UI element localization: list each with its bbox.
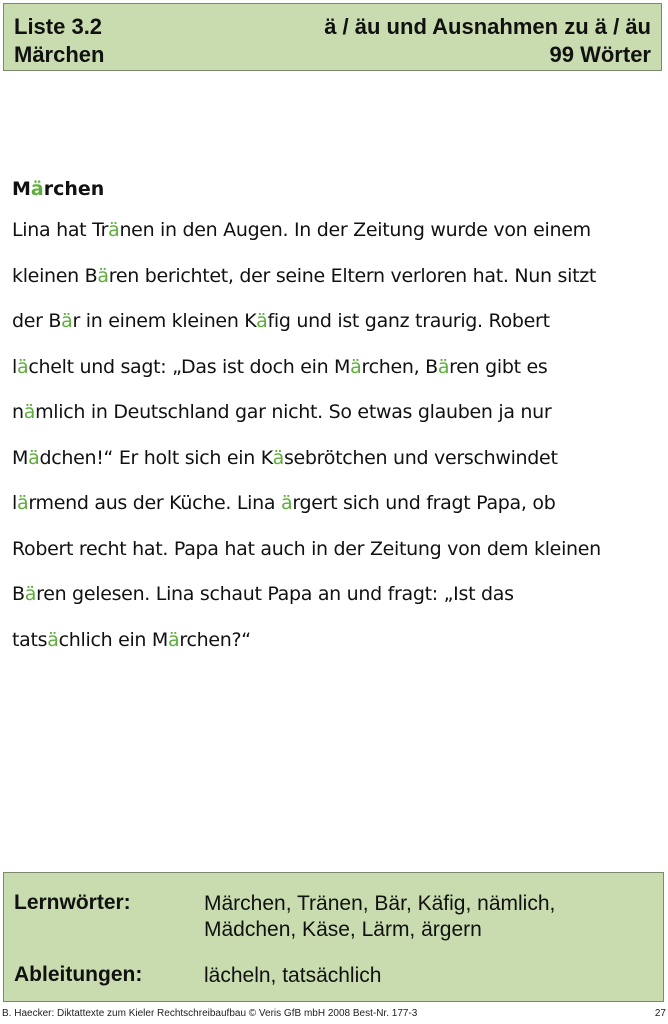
highlighted-letter: ä bbox=[97, 264, 109, 287]
text-line bbox=[12, 208, 652, 254]
highlighted-letter: ä bbox=[47, 628, 59, 651]
highlighted-letter: ä bbox=[61, 310, 73, 332]
text-segment: M bbox=[12, 446, 29, 469]
text-segment: rchen, B bbox=[361, 355, 438, 378]
text-segment: rgert sich und fragt Papa, ob bbox=[292, 492, 556, 514]
text-line bbox=[12, 436, 652, 482]
text-segment: l bbox=[12, 492, 17, 514]
text-segment: rchen bbox=[43, 178, 105, 200]
topic-title: ä / äu und Ausnahmen zu ä / äu bbox=[324, 14, 651, 39]
text-segment: n bbox=[12, 401, 24, 423]
text-segment: ren gelesen. Lina schaut Papa an und fragt: „Ist das bbox=[36, 583, 514, 605]
text-segment: B bbox=[12, 583, 25, 605]
highlighted-letter: ä bbox=[437, 355, 450, 378]
derived-words-label: Ableitungen: bbox=[14, 963, 143, 986]
text-segment: Robert recht hat. Papa hat auch in der Zeitung von dem kleinen bbox=[12, 537, 601, 560]
highlighted-letter: ä bbox=[350, 355, 362, 378]
learn-words-line2: Mädchen, Käse, Lärm, ärgern bbox=[204, 918, 482, 941]
dictation-text bbox=[12, 170, 652, 663]
learn-words-box bbox=[3, 872, 664, 1002]
text-segment: dchen!“ Er holt sich ein K bbox=[39, 446, 273, 469]
text-segment: rchen?“ bbox=[179, 628, 251, 651]
text-segment: nen in den Augen. In der Zeitung wurde von einem bbox=[119, 219, 591, 241]
list-number: Liste 3.2 bbox=[14, 14, 103, 39]
highlighted-letter: ä bbox=[108, 219, 120, 241]
highlighted-letter: ä bbox=[23, 401, 36, 423]
text-segment: ren berichtet, der seine Eltern verloren hat. Nun sitzt bbox=[108, 264, 597, 287]
page-number: 27 bbox=[654, 1008, 666, 1019]
learn-words-label: Lernwörter: bbox=[14, 891, 131, 914]
text-line bbox=[12, 481, 652, 527]
text-segment: chelt und sagt: „Das ist doch ein M bbox=[28, 355, 351, 378]
highlighted-letter: ä bbox=[168, 628, 180, 651]
highlighted-letter: ä bbox=[256, 310, 268, 332]
text-segment: Lina hat Tr bbox=[12, 219, 109, 241]
highlighted-letter: ä bbox=[280, 492, 293, 514]
highlighted-letter: ä bbox=[16, 492, 29, 514]
word-count: 99 Wörter bbox=[549, 42, 651, 67]
text-segment: kleinen B bbox=[12, 264, 98, 287]
footer-credit: B. Haecker: Diktattexte zum Kieler Rechtschreibaufbau © Veris GfB mbH 2008 Best-Nr. 177-3 bbox=[2, 1008, 418, 1019]
highlighted-letter: ä bbox=[24, 583, 37, 605]
text-line bbox=[12, 254, 652, 300]
text-segment: M bbox=[12, 178, 31, 200]
text-segment: der B bbox=[12, 310, 62, 332]
highlighted-letter: ä bbox=[16, 355, 29, 378]
text-line bbox=[12, 527, 652, 573]
footer bbox=[2, 1008, 666, 1019]
text-segment: sebrötchen und verschwindet bbox=[283, 446, 558, 469]
text-line bbox=[12, 390, 652, 436]
text-segment: tats bbox=[12, 628, 48, 651]
learn-words-line1: Märchen, Tränen, Bär, Käfig, nämlich, bbox=[204, 892, 556, 915]
text-line bbox=[12, 345, 652, 391]
highlighted-letter: ä bbox=[28, 446, 40, 469]
highlighted-letter: ä bbox=[30, 178, 44, 200]
text-segment: fig und ist ganz traurig. Robert bbox=[267, 310, 550, 332]
story-body bbox=[12, 208, 652, 663]
text-line bbox=[12, 299, 652, 345]
highlighted-letter: ä bbox=[272, 446, 284, 469]
text-segment: mlich in Deutschland gar nicht. So etwas glauben ja nur bbox=[35, 401, 552, 423]
story-label: Märchen bbox=[14, 42, 105, 67]
text-segment: ren gibt es bbox=[449, 355, 548, 378]
text-segment: rmend aus der Küche. Lina bbox=[28, 492, 281, 514]
derived-words: lächeln, tatsächlich bbox=[204, 964, 382, 987]
story-title bbox=[12, 170, 652, 208]
text-segment: r in einem kleinen K bbox=[72, 310, 257, 332]
text-segment: l bbox=[12, 355, 17, 378]
text-segment: chlich ein M bbox=[58, 628, 169, 651]
text-line bbox=[12, 572, 652, 618]
text-line bbox=[12, 618, 652, 664]
header-box bbox=[3, 3, 662, 71]
